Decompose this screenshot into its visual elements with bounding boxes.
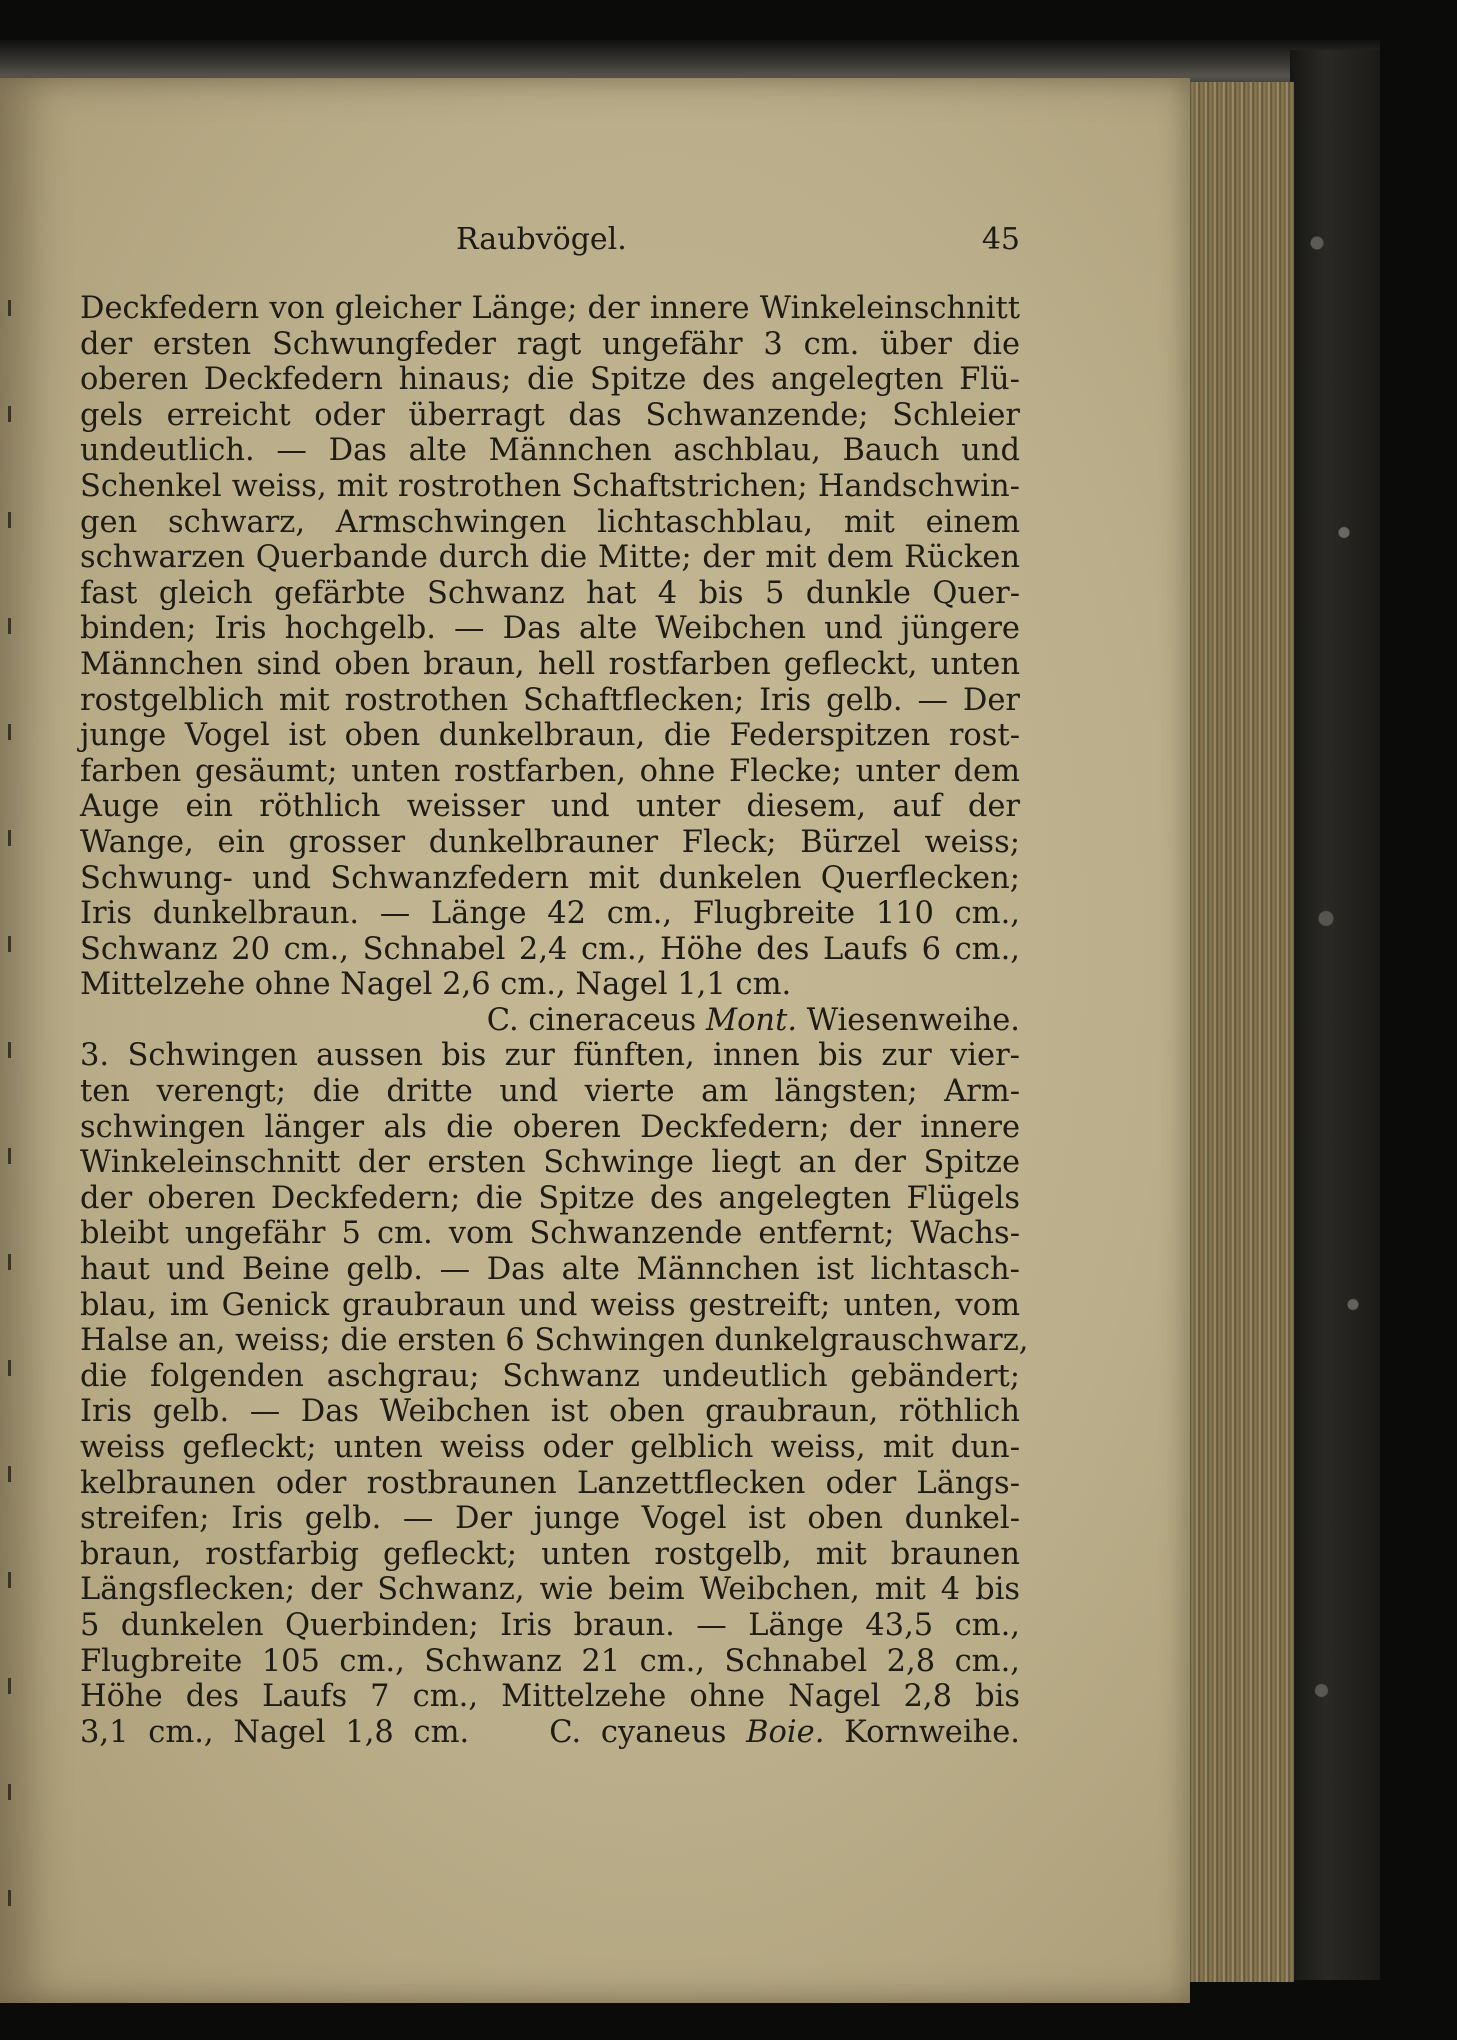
text-line: undeutlich. — Das alte Männchen aschblau, Bauch und	[80, 433, 1020, 469]
text-line: Wange, ein grosser dunkelbrauner Fleck; Bürzel weiss;	[80, 824, 1020, 860]
final-line-text: 3,1 cm., Nagel 1,8 cm.	[80, 1714, 470, 1750]
species-heading-cineraceus	[80, 1003, 1020, 1039]
text-line: Männchen sind oben braun, hell rostfarben gefleckt, unten	[80, 646, 1020, 682]
text-line: farben gesäumt; unten rostfarben, ohne Flecke; unter dem	[80, 753, 1020, 789]
text-line: gen schwarz, Armschwingen lichtaschblau, mit einem	[80, 504, 1020, 540]
text-line: ten verengt; die dritte und vierte am längsten; Arm-	[80, 1074, 1020, 1110]
text-line: fast gleich gefärbte Schwanz hat 4 bis 5 dunkle Quer-	[80, 575, 1020, 611]
text-line: Deckfedern von gleicher Länge; der innere Winkeleinschnitt	[80, 291, 1020, 326]
text-line: bleibt ungefähr 5 cm. vom Schwanzende entfernt; Wachs-	[80, 1216, 1020, 1252]
text-line: kelbraunen oder rostbraunen Lanzettflecken oder Längs-	[80, 1465, 1020, 1501]
text-line: Schwanz 20 cm., Schnabel 2,4 cm., Höhe des Laufs 6 cm.,	[80, 931, 1020, 967]
text-line: schwingen länger als die oberen Deckfedern; der innere	[80, 1109, 1020, 1145]
species-name: C. cineraceus	[486, 1002, 697, 1038]
text-line: Schenkel weiss, mit rostrothen Schaftstrichen; Handschwin-	[80, 468, 1020, 504]
text-line: Auge ein röthlich weisser und unter diesem, auf der	[80, 789, 1020, 825]
species-author: Mont.	[705, 1002, 798, 1038]
text-line: schwarzen Querbande durch die Mitte; der mit dem Rücken	[80, 540, 1020, 576]
text-line: Winkeleinschnitt der ersten Schwinge liegt an der Spitze	[80, 1145, 1020, 1181]
species-common-name: Kornweihe.	[844, 1714, 1020, 1750]
text-line: 5 dunkelen Querbinden; Iris braun. — Länge 43,5 cm.,	[80, 1607, 1020, 1643]
species-common-name: Wiesenweihe.	[806, 1002, 1020, 1038]
text-line: gels erreicht oder überragt das Schwanzende; Schleier	[80, 397, 1020, 433]
text-line: braun, rostfarbig gefleckt; unten rostgelb, mit braunen	[80, 1536, 1020, 1572]
body-text	[80, 291, 1029, 1750]
text-line: Iris dunkelbraun. — Länge 42 cm., Flugbreite 110 cm.,	[80, 896, 1020, 932]
text-line: rostgelblich mit rostrothen Schaftflecken; Iris gelb. — Der	[80, 682, 1020, 718]
text-line: streifen; Iris gelb. — Der junge Vogel ist oben dunkel-	[80, 1501, 1020, 1537]
text-line: junge Vogel ist oben dunkelbraun, die Federspitzen rost-	[80, 718, 1020, 754]
species-author: Boie.	[746, 1714, 825, 1750]
page-header	[80, 222, 1020, 262]
text-line: Längsflecken; der Schwanz, wie beim Weibchen, mit 4 bis	[80, 1572, 1020, 1608]
text-line: 3. Schwingen aussen bis zur fünften, innen bis zur vier-	[80, 1038, 1020, 1074]
text-line: Mittelzehe ohne Nagel 2,6 cm., Nagel 1,1 cm.	[80, 967, 792, 1003]
final-line	[80, 1715, 1020, 1751]
text-line: oberen Deckfedern hinaus; die Spitze des angelegten Flü-	[80, 362, 1020, 398]
text-line: Flugbreite 105 cm., Schwanz 21 cm., Schnabel 2,8 cm.,	[80, 1643, 1020, 1679]
text-line: die folgenden aschgrau; Schwanz undeutlich gebändert;	[80, 1358, 1020, 1394]
text-line: der oberen Deckfedern; die Spitze des angelegten Flügels	[80, 1180, 1020, 1216]
text-line: binden; Iris hochgelb. — Das alte Weibchen und jüngere	[80, 611, 1020, 647]
text-line: haut und Beine gelb. — Das alte Männchen ist lichtasch-	[80, 1252, 1020, 1288]
book-spine	[1290, 50, 1380, 1980]
page-number: 45	[981, 222, 1020, 257]
species-name: C. cyaneus	[549, 1714, 727, 1750]
text-line: der ersten Schwungfeder ragt ungefähr 3 cm. über die	[80, 326, 1020, 362]
text-line: weiss gefleckt; unten weiss oder gelblich weiss, mit dun-	[80, 1430, 1020, 1465]
text-line: Höhe des Laufs 7 cm., Mittelzehe ohne Nagel 2,8 bis	[80, 1679, 1020, 1715]
text-line: Schwung- und Schwanzfedern mit dunkelen Querflecken;	[80, 860, 1020, 896]
left-margin-marks	[8, 300, 18, 1900]
text-line: Iris gelb. — Das Weibchen ist oben graubraun, röthlich	[80, 1394, 1020, 1430]
running-title: Raubvögel.	[456, 222, 627, 257]
page-block-edges	[1172, 82, 1294, 1982]
text-line: blau, im Genick graubraun und weiss gestreift; unten, vom	[80, 1287, 1020, 1323]
text-line: Halse an, weiss; die ersten 6 Schwingen dunkelgrauschwarz,	[80, 1323, 1029, 1359]
